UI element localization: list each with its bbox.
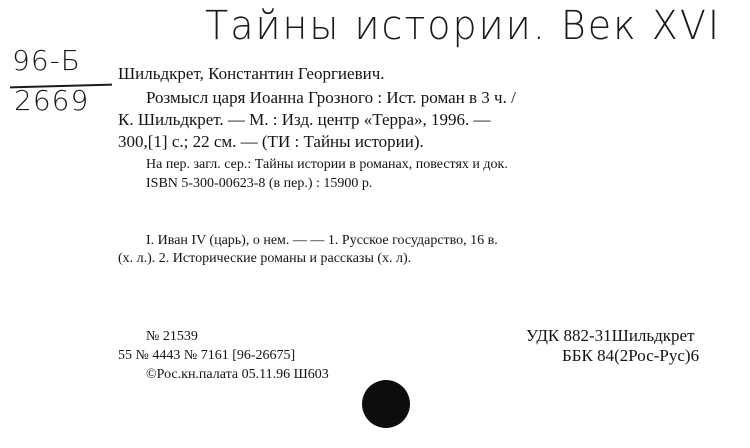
- title-statement: Розмысл царя Иоанна Грозного : Ист. роман в 3 ч. /: [146, 88, 516, 107]
- responsibility-statement: К. Шильдкрет. — М. : Изд. центр «Терра», 1996. —: [118, 110, 491, 129]
- author-heading: Шильдкрет, Константин Георгиевич.: [118, 64, 385, 83]
- subject-headings-line-2: (х. л.). 2. Исторические романы и рассказы (х. л).: [118, 251, 412, 266]
- handwritten-series-title: Тайны истории. Век XVI: [205, 2, 722, 49]
- series-note: На пер. загл. сер.: Тайны истории в романах, повестях и док.: [146, 157, 508, 172]
- call-number-top: 96-Б: [12, 44, 81, 77]
- bbk-code: ББК 84(2Рос-Рус)6: [562, 346, 700, 365]
- subject-headings-line-1: I. Иван IV (царь), о нем. — — 1. Русское государство, 16 в.: [146, 233, 498, 248]
- call-number-bottom: 2669: [14, 84, 90, 117]
- book-chamber-line: ©Рос.кн.палата 05.11.96 Ш603: [146, 367, 329, 382]
- order-line: 55 № 4443 № 7161 [96-26675]: [118, 348, 296, 363]
- physical-description: 300,[1] с.; 22 см. — (ТИ : Тайны истории).: [118, 132, 424, 151]
- punch-hole: [362, 380, 410, 428]
- isbn-line: ISBN 5-300-00623-8 (в пер.) : 15900 р.: [146, 176, 373, 191]
- udc-code: УДК 882-31Шильдкрет: [526, 326, 695, 345]
- record-number: № 21539: [146, 329, 198, 344]
